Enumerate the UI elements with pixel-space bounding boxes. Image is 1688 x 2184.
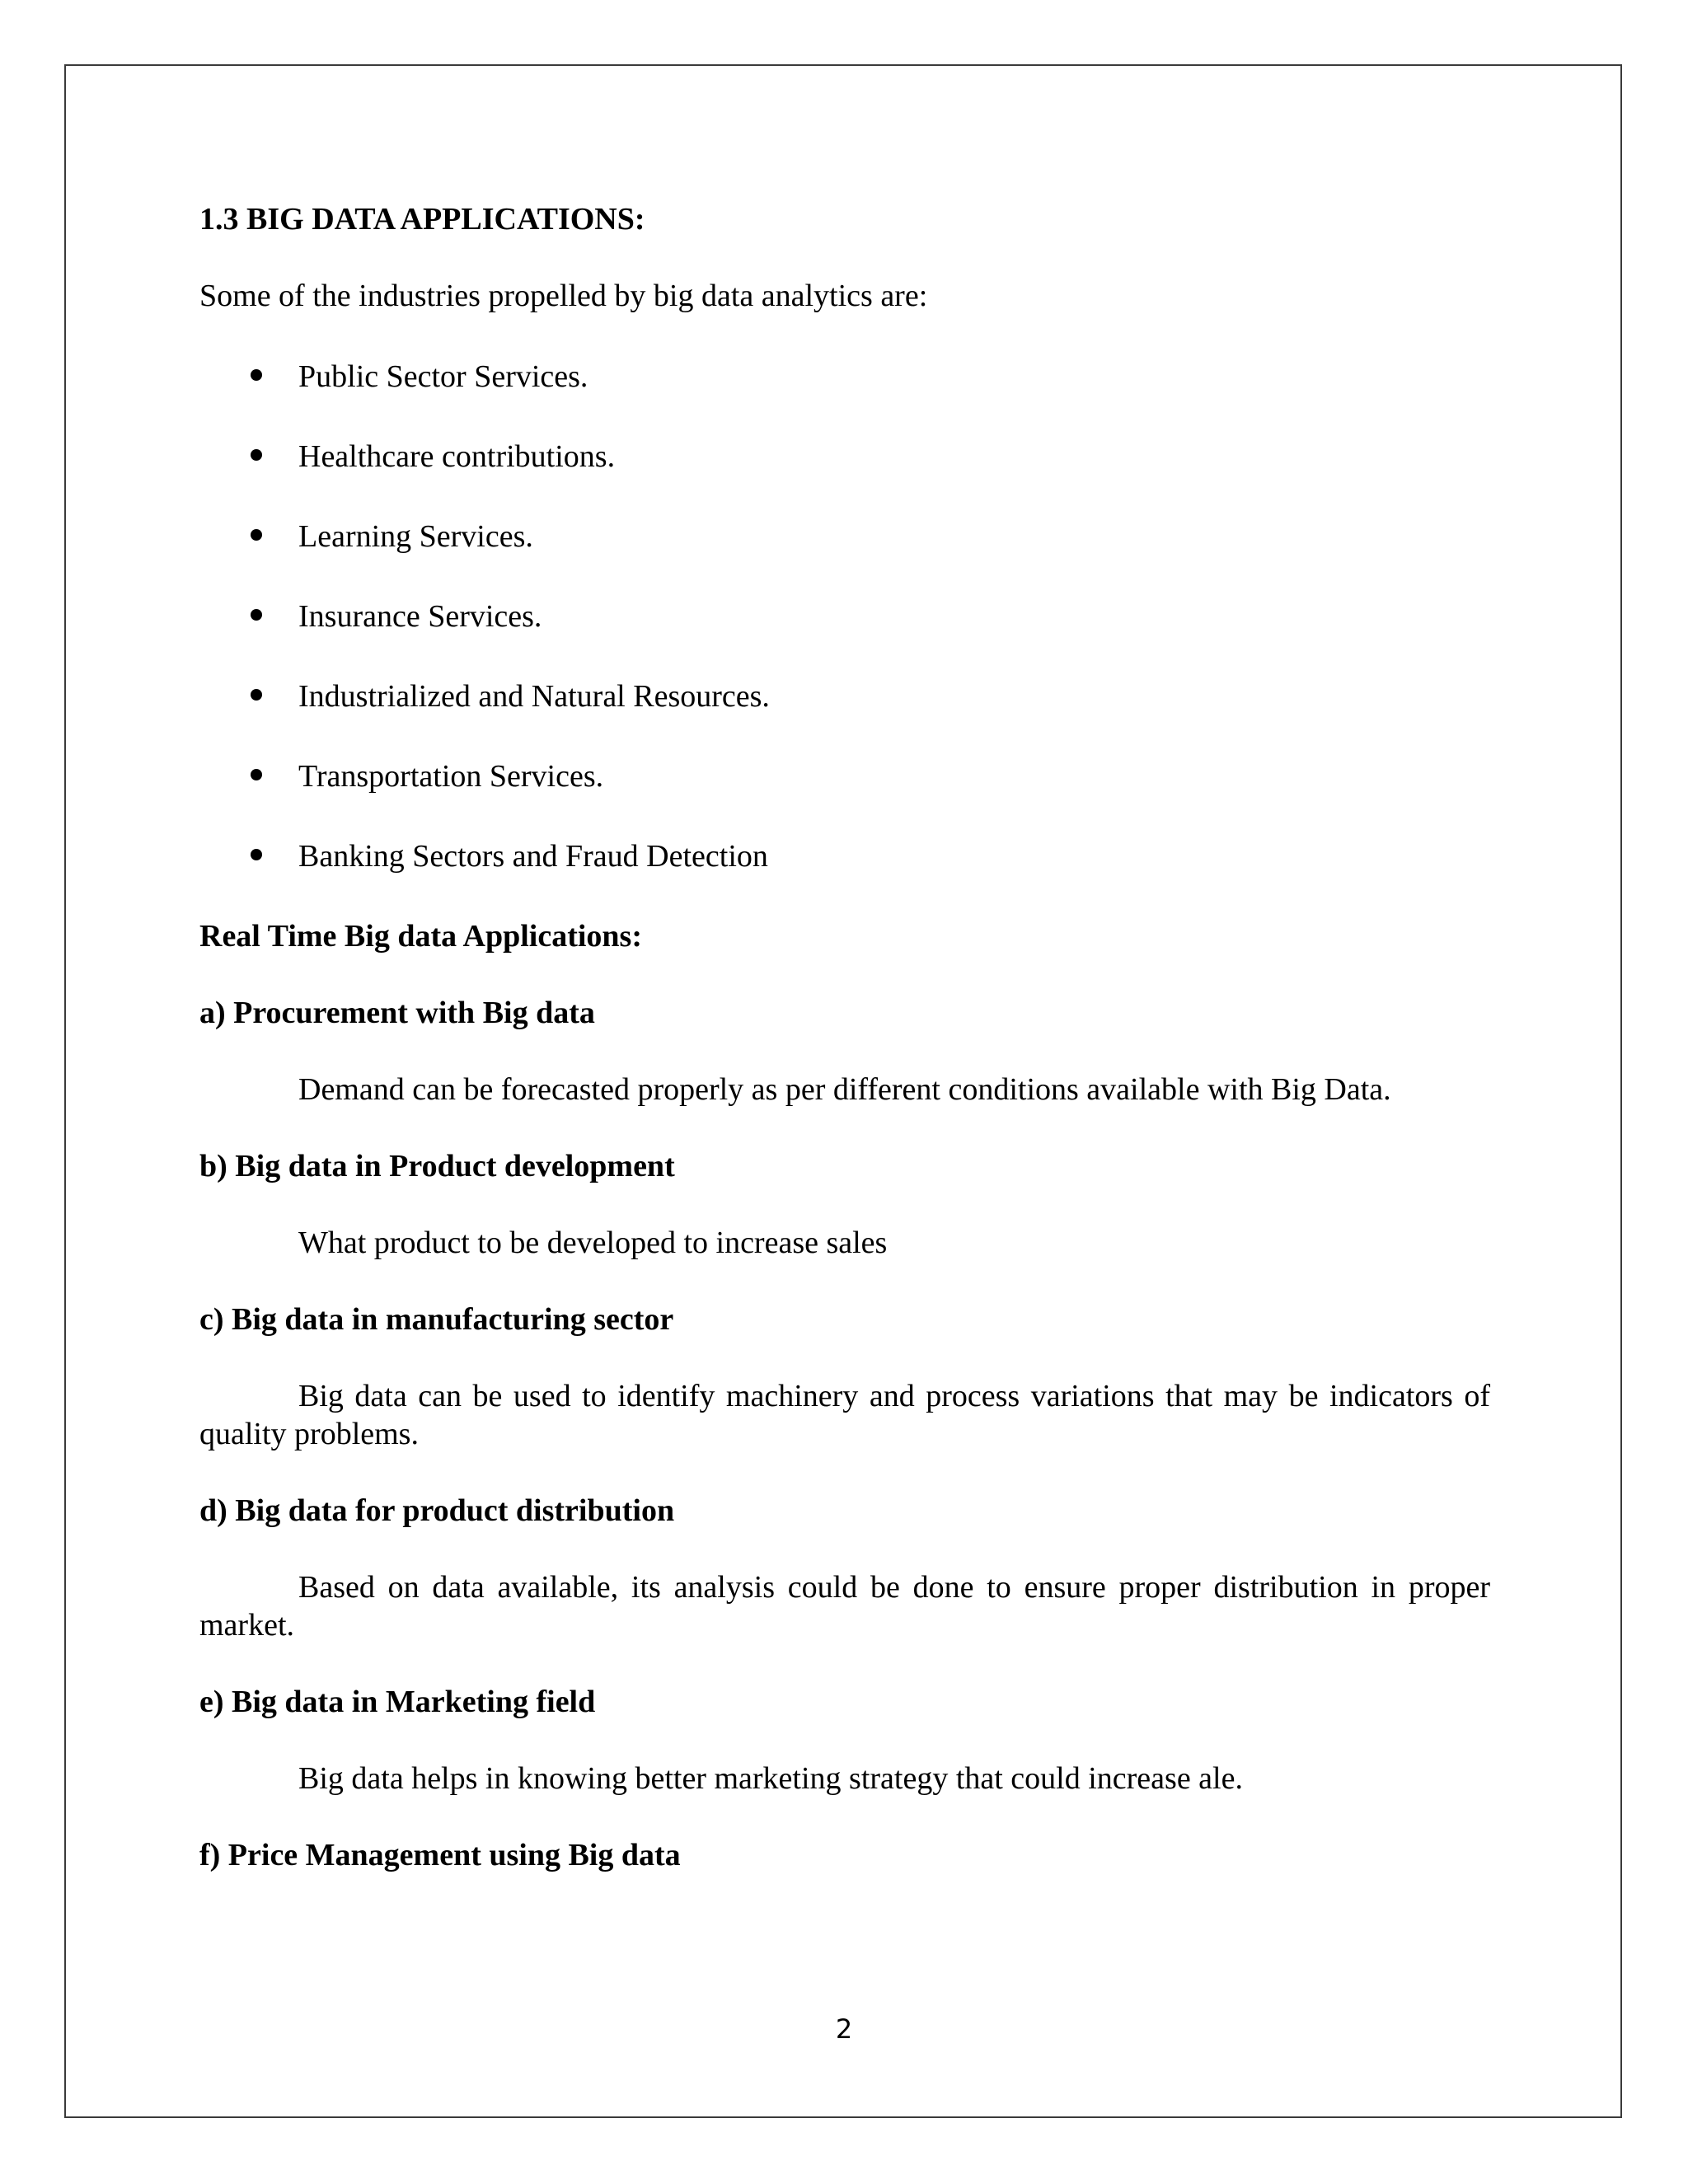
list-item-text: Banking Sectors and Fraud Detection (298, 839, 768, 874)
application-body: What product to be developed to increase sales (298, 1226, 888, 1260)
application-title: c) Big data in manufacturing sector (199, 1302, 674, 1337)
bullet-icon (251, 529, 262, 541)
application-body: Based on data available, its analysis could be done to ensure proper distribution in proper market. (199, 1570, 1490, 1643)
intro-text: Some of the industries propelled by big data analytics are: (199, 279, 928, 313)
application-title: b) Big data in Product development (199, 1149, 675, 1183)
page-number: 2 (835, 2013, 853, 2045)
list-item-text: Healthcare contributions. (298, 439, 616, 474)
section-heading: 1.3 BIG DATA APPLICATIONS: (199, 202, 645, 237)
application-title: d) Big data for product distribution (199, 1493, 675, 1528)
bullet-icon (251, 449, 262, 461)
bullet-icon (251, 609, 262, 621)
list-item-text: Insurance Services. (298, 599, 542, 634)
application-body: Big data helps in knowing better marketing strategy that could increase ale. (298, 1761, 1243, 1796)
bullet-icon (251, 849, 262, 860)
application-body: Demand can be forecasted properly as per different conditions available with Big Data. (298, 1072, 1391, 1107)
realtime-heading: Real Time Big data Applications: (199, 919, 642, 954)
list-item-text: Public Sector Services. (298, 359, 588, 394)
list-item-text: Industrialized and Natural Resources. (298, 679, 770, 714)
application-title: f) Price Management using Big data (199, 1838, 681, 1872)
application-title: e) Big data in Marketing field (199, 1685, 596, 1719)
list-item-text: Transportation Services. (298, 759, 604, 794)
bullet-icon (251, 369, 262, 381)
application-body: Big data can be used to identify machinery and process variations that may be indicators of quality problems. (199, 1379, 1490, 1451)
list-item-text: Learning Services. (298, 519, 533, 554)
bullet-icon (251, 769, 262, 780)
application-title: a) Procurement with Big data (199, 996, 595, 1030)
bullet-icon (251, 689, 262, 701)
